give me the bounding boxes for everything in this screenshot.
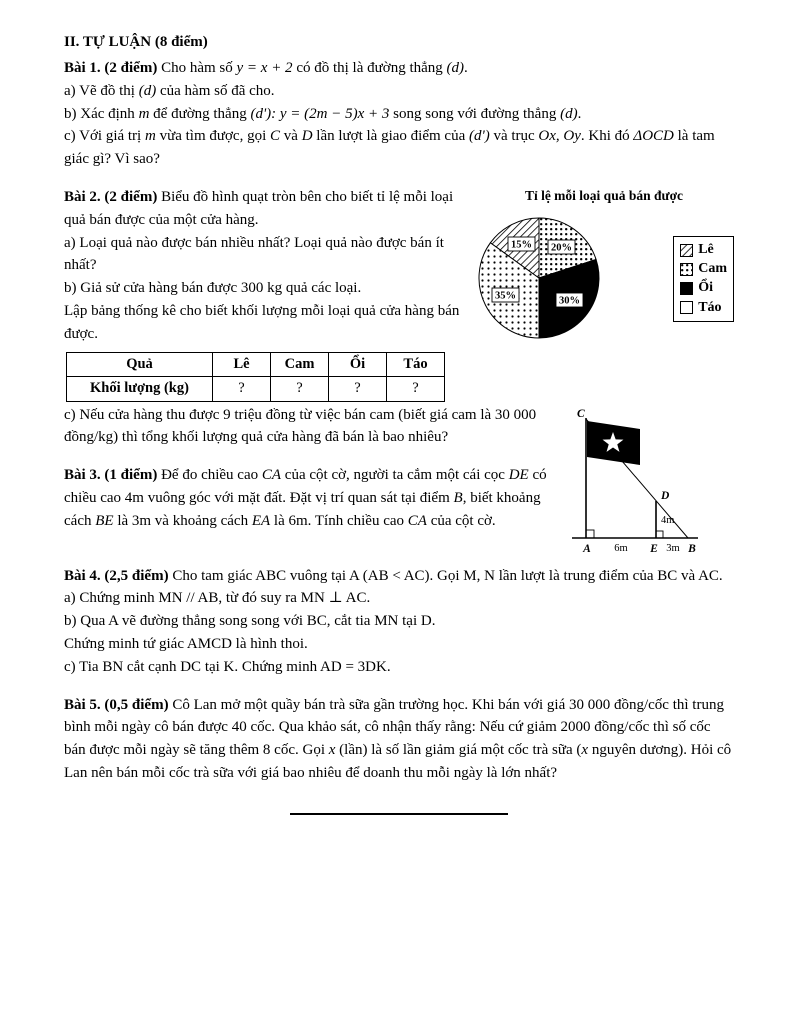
pie-chart: [474, 212, 626, 346]
problem-5: [64, 694, 734, 785]
solid-swatch-icon: [680, 282, 693, 295]
table-header-tao: Táo: [387, 352, 445, 377]
problem-2-text-column: [64, 186, 466, 404]
label-point-a: A: [583, 542, 591, 555]
label-length-eb: 3m: [666, 542, 680, 554]
problem-2-intro-text: Biểu đồ hình quạt tròn bên cho biết tỉ lệ mỗi loại quả bán được của một cửa hàng.: [64, 188, 454, 228]
label-point-c: C: [577, 407, 585, 420]
flagpole-diagram: [566, 406, 734, 558]
label-point-d: D: [661, 489, 670, 502]
pie-label-le: 15%: [511, 239, 532, 251]
pie-label-tao: 35%: [495, 290, 516, 302]
problem-1: [64, 57, 734, 171]
table-header-cam: Cam: [271, 352, 329, 377]
problem-2-part-b2: Lập bảng thống kê cho biết khối lượng mỗi loại quả cửa hàng bán được.: [64, 302, 460, 342]
problem-4-part-a: a) Chứng minh MN // AB, từ đó suy ra MN ⊥ AC.: [64, 590, 371, 607]
legend-label-cam: Cam: [698, 261, 727, 277]
problem-3-heading: Bài 3. (1 điểm): [64, 467, 158, 484]
problem-2-part-a: a) Loại quả nào được bán nhiều nhất? Loại quả nào được bán ít nhất?: [64, 234, 444, 274]
problem-2-columns: [64, 186, 734, 404]
label-length-ae: 6m: [614, 542, 628, 554]
legend-item-oi: [680, 280, 727, 296]
flagpole-figure: [566, 406, 734, 563]
problem-4-heading: Bài 4. (2,5 điểm): [64, 567, 169, 584]
table-cell-tao: ?: [387, 377, 445, 402]
right-angle-e-icon: [656, 531, 663, 538]
dots-swatch-icon: [680, 263, 693, 276]
right-angle-a-icon: [586, 530, 594, 538]
legend-label-le: Lê: [698, 242, 714, 258]
problem-4-intro-text: Cho tam giác ABC vuông tại A (AB < AC). Gọi M, N lần lượt là trung điểm của BC và AC.: [172, 567, 723, 584]
problem-5-heading: Bài 5. (0,5 điểm): [64, 696, 169, 713]
problem-4-intro: [64, 565, 734, 588]
problem-1-part-b: b) Xác định m để đường thẳng (d'): y = (2m − 5)x + 3 song song với đường thẳng (d).: [64, 105, 582, 122]
problem-4-part-b2: Chứng minh tứ giác AMCD là hình thoi.: [64, 636, 308, 653]
legend-label-tao: Táo: [698, 299, 722, 315]
table-cell-oi: ?: [329, 377, 387, 402]
problem-2-part-c: c) Nếu cửa hàng thu được 9 triệu đồng từ việc bán cam (biết giá cam là 30 000 đồng/kg) thì tổng khối lượng quả cửa hàng đã bán là bao nhiêu?: [64, 406, 537, 446]
problem-1-heading: Bài 1. (2 điểm): [64, 60, 158, 76]
problem-5-text: [64, 694, 734, 785]
problem-4-part-c: c) Tia BN cắt cạnh DC tại K. Chứng minh AD = 3DK.: [64, 658, 391, 675]
chart-title: Tỉ lệ mỗi loại quả bán được: [524, 187, 684, 203]
pie-label-cam: 20%: [551, 242, 572, 254]
chart-legend: [673, 236, 734, 321]
section-title: II. TỰ LUẬN (8 điểm): [64, 34, 208, 50]
legend-item-le: [680, 242, 727, 258]
table-cell-le: ?: [213, 377, 271, 402]
problem-4-part-b: b) Qua A vẽ đường thẳng song song với BC, cắt tia MN tại D.: [64, 613, 436, 630]
hatch-swatch-icon: [680, 244, 693, 257]
problem-1-intro-text: Cho hàm số y = x + 2 có đồ thị là đường thẳng (d).: [161, 60, 468, 76]
problem-5-body: Cô Lan mở một quầy bán trà sữa gần trường học. Khi bán với giá 30 000 đồng/cốc thì trung bình mỗi ngày cô bán được 40 cốc. Qua khảo sát, cô nhận thấy rằng: Nếu cứ giảm 2000 đồng/cốc thì số cốc bán được mỗi ngày sẽ tăng thêm 8 cốc. Gọi x (lần) là số lần giảm giá một cốc trà sữa (x nguyên dương). Hỏi cô Lan nên bán mỗi cốc trà sữa với giá bao nhiêu để doanh thu mỗi ngày là lớn nhất?: [64, 696, 732, 782]
legend-label-oi: Ổi: [698, 280, 713, 296]
problem-1-part-c: c) Với giá trị m vừa tìm được, gọi C và D lần lượt là giao điểm của (d') và trục Ox, Oy. Khi đó ΔOCD là tam giác gì? Vì sao?: [64, 128, 715, 168]
fruit-quantity-table: [66, 352, 445, 402]
table-header-le: Lê: [213, 352, 271, 377]
label-length-de: 4m: [661, 514, 675, 526]
legend-item-cam: [680, 261, 727, 277]
table-header-oi: Ổi: [329, 352, 387, 377]
problem-4: [64, 565, 734, 679]
table-header-qua: Quả: [67, 352, 213, 377]
problem-1-intro: [64, 57, 734, 80]
problem-1-part-a: a) Vẽ đồ thị (d) của hàm số đã cho.: [64, 82, 275, 99]
end-rule: [290, 813, 508, 815]
label-point-b: B: [688, 542, 696, 555]
pie-chart-panel: [466, 186, 734, 404]
problem-2-heading: Bài 2. (2 điểm): [64, 188, 158, 205]
problem-2-intro: [64, 186, 466, 232]
empty-swatch-icon: [680, 301, 693, 314]
table-cell-cam: ?: [271, 377, 329, 402]
label-point-e: E: [650, 542, 658, 555]
pie-label-oi: 30%: [559, 295, 580, 307]
legend-item-tao: [680, 300, 727, 316]
table-header-row: [67, 352, 445, 377]
table-value-row: [67, 377, 445, 402]
table-row-label: Khối lượng (kg): [67, 377, 213, 402]
problem-3-body: Để đo chiều cao CA của cột cờ, người ta cắm một cái cọc DE có chiều cao 4m vuông góc với mặt đất. Đặt vị trí quan sát tại điểm B, biết khoảng cách BE là 3m và khoảng cách EA là 6m. Tính chiều cao CA của cột cờ.: [64, 467, 547, 529]
problem-2-part-b: b) Giả sử cửa hàng bán được 300 kg quả các loại.: [64, 280, 362, 297]
chart-row: [474, 212, 734, 346]
